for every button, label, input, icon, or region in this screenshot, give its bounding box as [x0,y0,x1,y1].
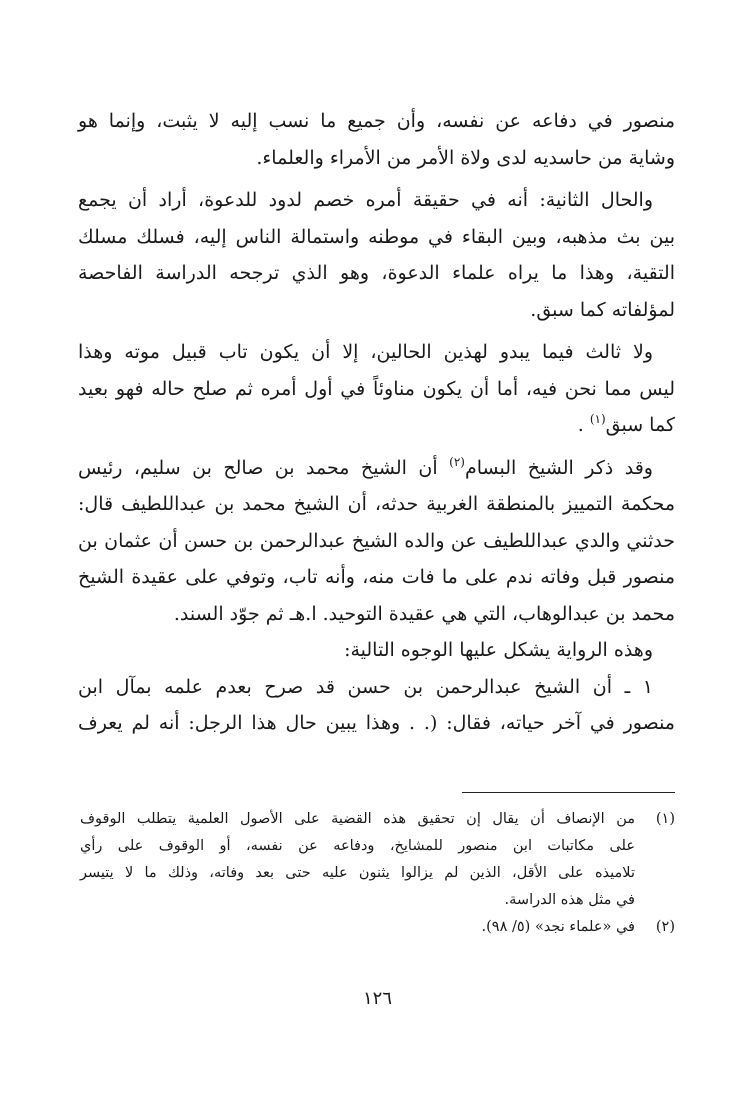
text-line [78,450,675,487]
text-segment: . [577,414,584,436]
main-text [78,103,675,742]
text-line: منصور في آخر حياته، فقال: (. . وهذا يبين حال هذا الرجل: أنه لم يعرف [78,712,675,734]
footnote-1 [80,806,675,914]
text-line: ليس مما نحن فيه، أما أن يكون مناوئاً في أول أمره ثم صلح حاله فهو بعيد [78,377,675,400]
text-line [78,407,675,444]
text-segment: كما سبق [605,414,675,436]
footnote-line: في «علماء نجد» (٥/ ٩٨). [481,919,635,935]
footnote-line: تلاميذه على الأقل، الذين لم يزالوا يثنون عليه حتى بعد وفاته، وذلك ما لا يتيسر [80,865,635,881]
text-segment: وقد ذكر الشيخ البسام [464,456,653,479]
text-line: وشاية من حاسديه لدى ولاة الأمر من الأمراء والعلماء. [256,146,675,169]
text-line: محمد بن عبدالوهاب، التي هي عقيدة التوحيد. ا.هـ ثم جوّد السند. [173,602,675,625]
footnote-line: من الإنصاف أن يقال إن تحقيق هذه القضية على الأصول العلمية يتطلب الوقوف [80,811,635,827]
text-line: حدثني والدي عبداللطيف عن والده الشيخ عبدالرحمن بن حسن أن عثمان بن [78,529,675,552]
text-line: محكمة التمييز بالمنطقة الغربية حدثه، أن الشيخ محمد بن عبداللطيف قال: [78,493,675,515]
footnote-line: في مثل هذه الدراسة. [504,892,635,908]
text-line: منصور قبل وفاته ندم على ما فات منه، وأنه تاب، وتوفي على عقيدة الشيخ [78,566,675,588]
text-line: والحال الثانية: أنه في حقيقة أمره خصم لدود للدعوة، أراد أن يجمع [78,189,653,211]
text-line: التقية، وهذا ما يراه علماء الدعوة، وهو الذي ترجحه الدراسة الفاحصة [78,262,675,284]
footnote-line: على مكاتبات ابن منصور للمشايخ، ودفاعه عن نفسه، أو الوقوف على رأي [80,838,635,854]
text-line: وهذه الرواية يشكل عليها الوجوه التالية: [344,639,653,661]
text-line: ١ ـ أن الشيخ عبدالرحمن بن حسن قد صرح بعدم علمه بمآل ابن [78,675,653,698]
page-number: ١٢٦ [362,988,392,1009]
footnotes [80,806,675,941]
text-line: منصور في دفاعه عن نفسه، وأن جميع ما نسب إليه لا يثبت، وإنما هو [78,110,675,132]
text-line: لمؤلفاته كما سبق. [530,298,675,321]
footnote-ref-1: (١) [589,412,606,426]
footnote-2 [80,914,675,941]
text-segment: أن الشيخ محمد بن صالح بن سليم، رئيس [78,456,450,479]
text-line: بين بث مذهبه، وبين البقاء في موطنه واستمالة الناس إليه، فسلك مسلك [78,225,675,248]
text-line: ولا ثالث فيما يبدو لهذين الحالين، إلا أن يكون تاب قبيل موته وهذا [78,341,653,363]
footnote-number: (١) [655,811,675,827]
footnote-divider [462,792,675,793]
footnote-ref-2: (٢) [449,454,465,469]
footnote-number: (٢) [655,919,675,935]
